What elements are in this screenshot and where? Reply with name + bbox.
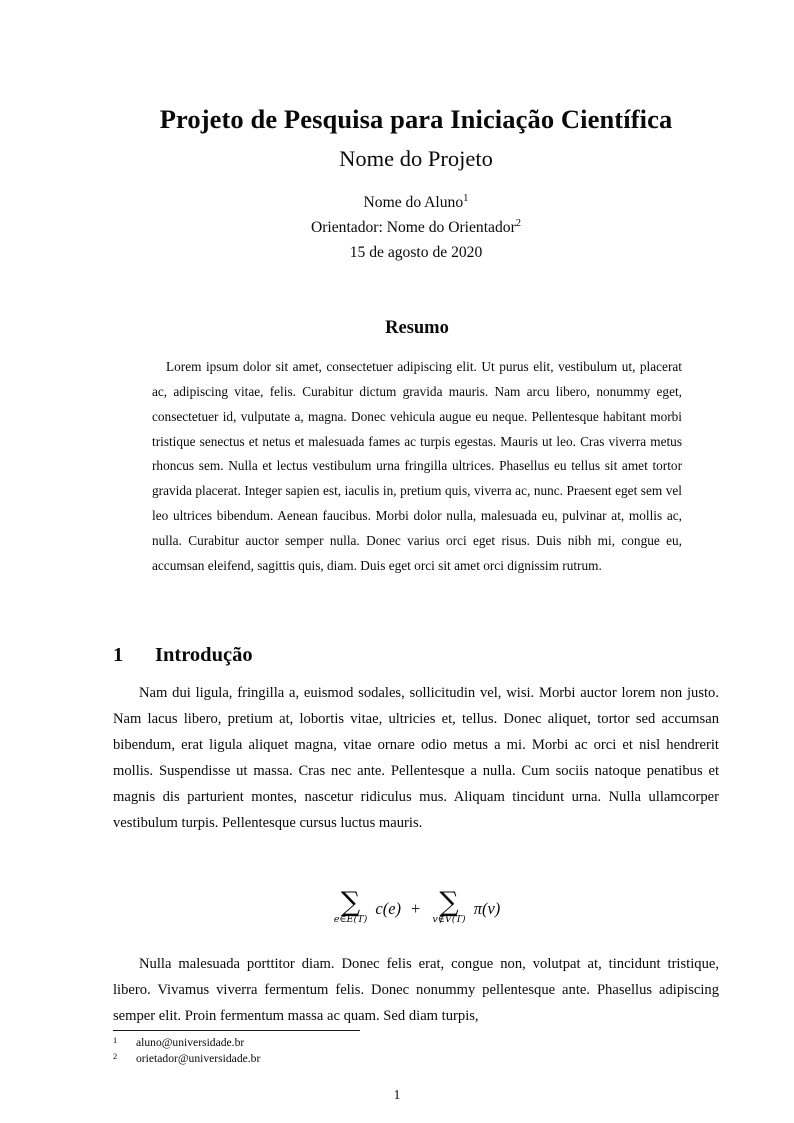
footnote-block — [113, 1030, 719, 1068]
section-heading — [113, 644, 719, 667]
abstract-heading: Resumo — [385, 318, 449, 338]
advisor-footnote-mark[interactable]: 2 — [515, 217, 522, 229]
section-paragraph-1: Nam dui ligula, fringilla a, euismod sodales, sollicitudin vel, wisi. Morbi auctor lorem non justo. Nam lacus libero, pretium at, lobortis vitae, ultricies et, tellus. Donec aliquet, tortor sed accumsan bibendum, erat ligula aliquet magna, vitae ornare odio metus a mi. Morbi ac orci et nisl hendrerit mollis. Suspendisse ut massa. Cras nec ante. Pellentesque a nulla. Cum sociis natoque penatibus et magnis dis parturient montes, nascetur ridiculus mus. Aliquam tincidunt urna. Nulla ullamcorper vestibulum turpis. Pellentesque cursus luctus mauris. — [113, 685, 719, 831]
equation-term-first: c(e) — [375, 898, 402, 918]
footnote-number: 2 — [113, 1052, 118, 1062]
summation-icon-second — [432, 887, 466, 926]
document-date: 15 de agosto de 2020 — [349, 243, 483, 261]
section-number: 1 — [113, 644, 124, 666]
page-number: 1 — [393, 1087, 401, 1102]
summation-limit-second: v∉V(T) — [432, 914, 466, 926]
title-block — [113, 104, 719, 265]
section-paragraph-2: Nulla malesuada porttitor diam. Donec felis erat, congue non, volutpat at, tincidunt tristique, libero. Vivamus viverra fermentum felis. Donec nonummy pellentesque ante. Phasellus adipiscing semper elit. Proin fermentum massa ac quam. Sed diam turpis, — [113, 956, 719, 1024]
page-title: Projeto de Pesquisa para Iniciação Científica — [159, 104, 673, 134]
author-block — [113, 191, 719, 265]
sigma-glyph: ∑ — [340, 887, 361, 918]
footnote-text[interactable]: aluno@universidade.br — [136, 1036, 245, 1049]
footnote-text[interactable]: orietador@universidade.br — [136, 1052, 261, 1066]
author-footnote-mark[interactable]: 1 — [463, 193, 469, 205]
advisor-name: Orientador: Nome do Orientador — [310, 218, 516, 236]
section-title: Introdução — [155, 644, 253, 666]
advisor-line — [113, 216, 719, 241]
display-equation — [113, 887, 719, 926]
equation-operator: + — [411, 898, 421, 918]
footnote-number: 1 — [113, 1036, 118, 1045]
footnote-item — [113, 1035, 719, 1051]
abstract-section — [152, 318, 682, 579]
summation-icon-first — [333, 887, 368, 926]
author-line — [113, 191, 719, 216]
document-subtitle: Nome do Projeto — [339, 146, 493, 172]
equation-term-second: π(v) — [473, 898, 501, 918]
footnote-rule — [113, 1030, 360, 1031]
abstract-text: Lorem ipsum dolor sit amet, consectetuer adipiscing elit. Ut purus elit, vestibulum ut, placerat ac, adipiscing vitae, felis. Curabitur dictum gravida mauris. Nam arcu libero, nonummy eget, consectetuer id, vulputate a, magna. Donec vehicula augue eu neque. Pellentesque habitant morbi tristique senectus et netus et malesuada fames ac turpis egestas. Mauris ut leo. Cras viverra metus rhoncus sem. Nulla et lectus vestibulum urna fringilla ultrices. Phasellus eu tellus sit amet tortor gravida placerat. Integer sapien est, iaculis in, pretium quis, viverra ac, nunc. Praesent eget sem vel leo ultrices bibendum. Aenean faucibus. Morbi dolor nulla, malesuada eu, pulvinar at, mollis ac, nulla. Curabitur auctor semper nulla. Donec varius orci eget risus. Duis nibh mi, congue eu, accumsan eleifend, sagittis quis, diam. Duis eget orci sit amet orci dignissim rutrum. — [152, 359, 682, 573]
footnote-item — [113, 1051, 719, 1067]
equation-expression — [332, 887, 501, 926]
section-introducao — [113, 644, 719, 837]
author-name: Nome do Aluno — [363, 194, 464, 212]
summation-limit-first: e∈E(T) — [333, 914, 368, 926]
sigma-glyph: ∑ — [439, 887, 459, 918]
